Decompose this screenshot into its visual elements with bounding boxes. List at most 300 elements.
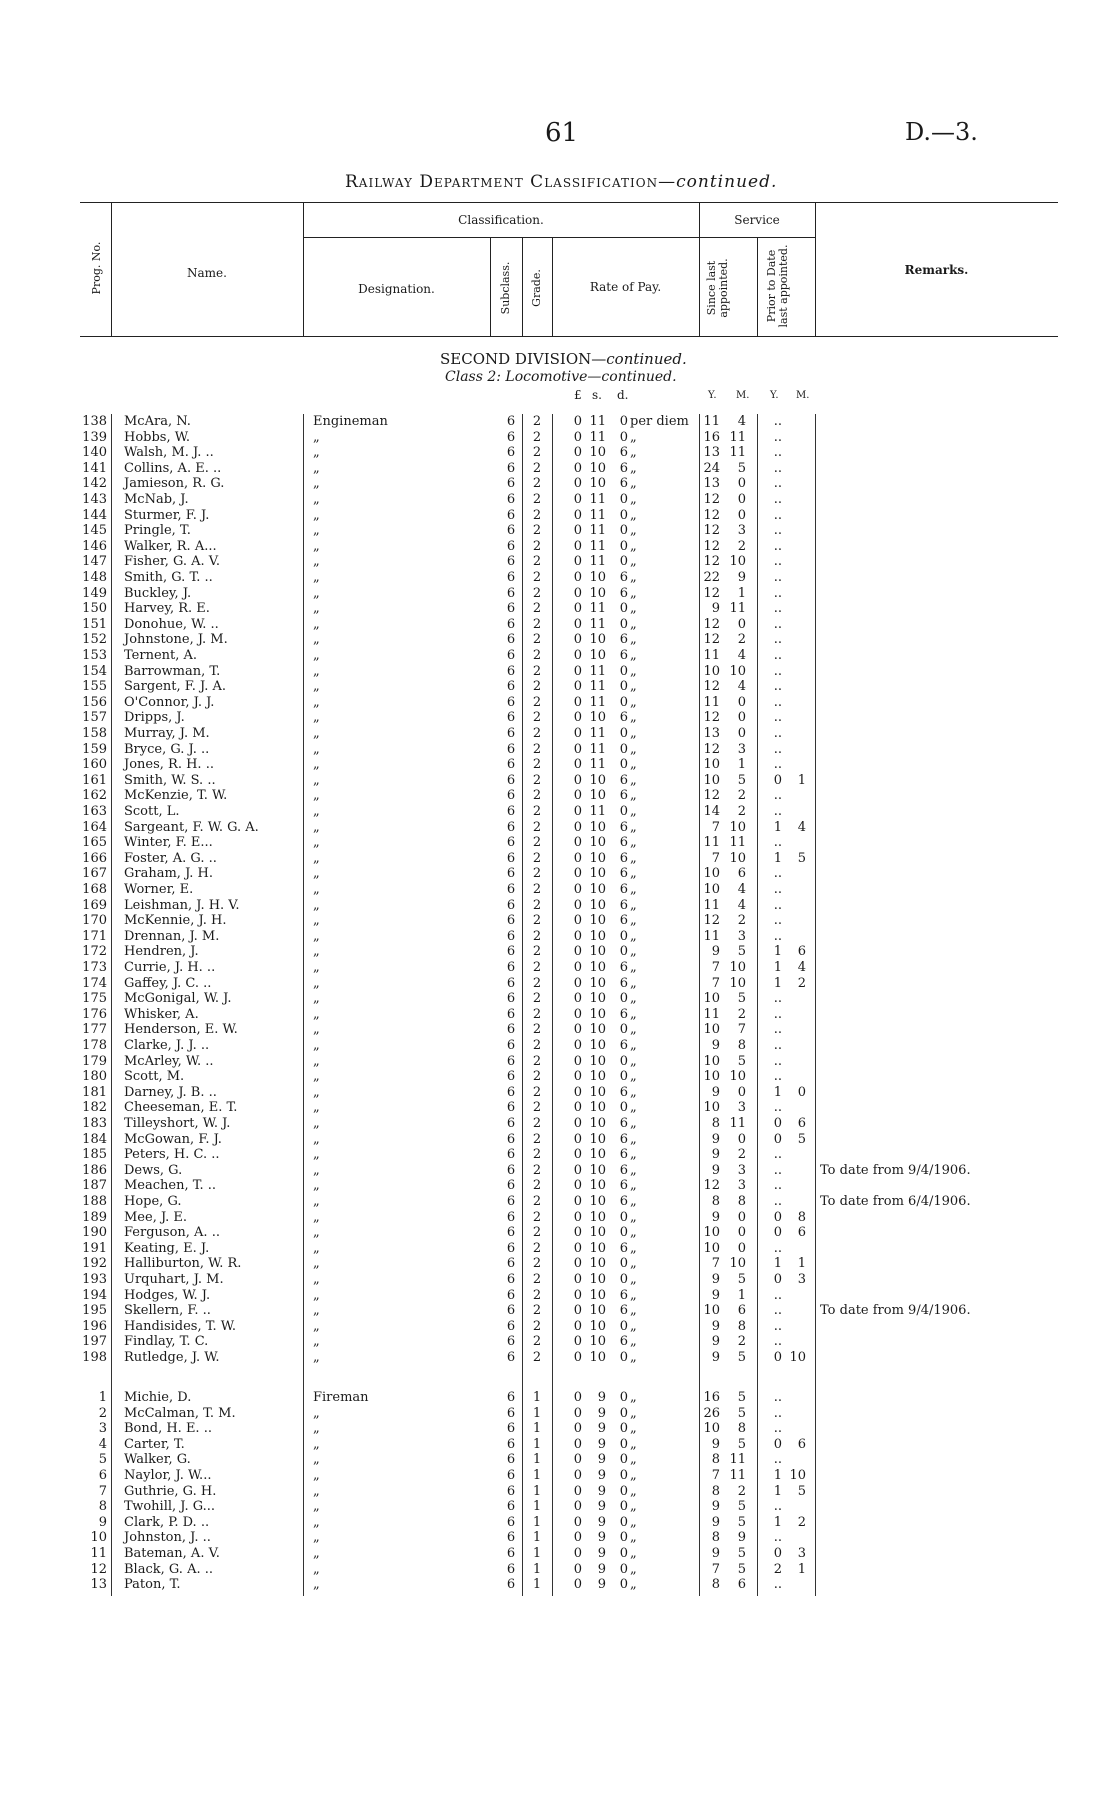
prog-no-cell: 185 [82,1147,107,1163]
prior-years-cell: .. [773,835,782,851]
designation-cell: „ [313,585,320,601]
grade-cell: 2 [532,1006,542,1022]
pay-pounds-cell: 0 [573,1405,582,1421]
table-row [0,1007,1114,1023]
name-cell: Keating, E. J. [124,1240,210,1256]
since-years-cell: 16 [703,429,720,445]
pay-per-cell: „ [630,679,637,695]
since-months-cell: 0 [737,507,746,523]
subclass-cell: 6 [506,1147,516,1163]
pay-per-cell: „ [630,897,637,913]
pay-per-cell: „ [630,866,637,882]
pay-shillings-cell: 10 [589,866,606,882]
since-years-cell: 11 [703,1006,720,1022]
pay-pence-cell: 6 [619,772,628,788]
grade-cell: 1 [532,1530,542,1546]
pay-shillings-cell: 11 [589,616,606,632]
table-row [0,601,1114,617]
pay-pounds-cell: 0 [573,1577,582,1593]
since-years-cell: 9 [711,1038,720,1053]
pay-pence-cell: 6 [619,1194,628,1209]
subclass-cell: 6 [506,1162,516,1178]
subclass-cell: 6 [506,1022,516,1038]
subclass-cell: 6 [506,1069,516,1085]
grade-cell: 2 [532,1147,542,1163]
prior-months-cell: 5 [797,1483,806,1499]
since-years-cell: 12 [703,913,720,929]
pay-pence-cell: 0 [619,414,628,429]
pay-shillings-cell: 11 [589,663,606,679]
name-cell: Rutledge, J. W. [124,1350,220,1365]
remarks-cell: To date from 9/4/1906. [820,1303,971,1319]
designation-cell: „ [313,835,320,851]
grade-cell: 2 [532,944,542,960]
since-months-cell: 11 [729,445,746,461]
prior-years-cell: .. [773,632,782,648]
subclass-cell: 6 [506,1318,516,1334]
name-cell: Halliburton, W. R. [124,1256,242,1272]
prior-years-cell: 0 [773,1225,782,1241]
subclass-cell: 6 [506,1514,516,1530]
since-months-cell: 0 [737,616,746,632]
pay-shillings-cell: 10 [589,1100,606,1116]
pay-per-cell: „ [630,710,637,726]
pay-per-cell: „ [630,1436,637,1452]
pay-pounds-cell: 0 [573,710,582,726]
pay-shillings-cell: 10 [589,632,606,648]
pay-pounds-cell: 0 [573,1084,582,1100]
pay-pence-cell: 0 [619,601,628,617]
pay-pence-cell: 6 [619,1240,628,1256]
header-grade: Grade. [530,269,543,307]
pay-pence-cell: 6 [619,476,628,492]
pay-pence-cell: 6 [619,882,628,897]
pay-pounds-cell: 0 [573,928,582,944]
since-years-cell: 12 [703,1178,720,1194]
since-years-cell: 11 [703,835,720,851]
pay-pence-cell: 0 [619,554,628,570]
since-months-cell: 5 [737,1499,746,1515]
pay-per-cell: „ [630,913,637,929]
subclass-cell: 6 [506,648,516,663]
pay-pence-cell: 6 [619,1162,628,1178]
name-cell: Barrowman, T. [124,663,221,679]
designation-cell: „ [313,1084,320,1100]
prog-no-cell: 138 [82,414,107,429]
title-main: Railway Department Classification— [345,172,677,192]
designation-cell: „ [313,648,320,663]
subclass-cell: 6 [506,1546,516,1561]
since-months-cell: 2 [737,913,746,929]
grade-cell: 1 [532,1436,542,1452]
name-cell: Clarke, J. J. .. [124,1038,210,1053]
since-years-cell: 16 [703,1390,720,1405]
designation-cell: „ [313,492,320,507]
pay-shillings-cell: 10 [589,1350,606,1365]
pay-shillings-cell: 10 [589,1022,606,1038]
prior-years-cell: .. [773,1530,782,1546]
designation-cell: „ [313,726,320,741]
name-cell: Jones, R. H. .. [124,757,214,773]
pay-shillings-cell: 9 [597,1514,606,1530]
pay-shillings-cell: 10 [589,1178,606,1194]
prog-no-cell: 161 [82,772,107,788]
since-years-cell: 12 [703,679,720,695]
pay-shillings-cell: 11 [589,414,606,429]
prior-years-cell: .. [773,882,782,897]
pay-pence-cell: 6 [619,1084,628,1100]
grade-cell: 2 [532,694,542,710]
since-years-cell: 12 [703,538,720,554]
prog-no-cell: 157 [82,710,107,726]
pay-pence-cell: 6 [619,819,628,835]
table-row [0,1350,1114,1366]
subclass-cell: 6 [506,507,516,523]
since-years-cell: 12 [703,710,720,726]
prior-years-cell: .. [773,538,782,554]
pay-shillings-cell: 10 [589,1053,606,1069]
name-cell: Currie, J. H. .. [124,960,216,975]
pay-shillings-cell: 11 [589,804,606,819]
pay-per-cell: „ [630,1006,637,1022]
pay-pence-cell: 6 [619,835,628,851]
prior-years-cell: .. [773,1038,782,1053]
since-months-cell: 9 [737,570,746,585]
grade-cell: 1 [532,1468,542,1483]
since-years-cell: 9 [711,1436,720,1452]
table-row [0,492,1114,508]
prog-no-cell: 181 [82,1084,107,1100]
pay-pounds-cell: 0 [573,1178,582,1194]
pay-pounds-cell: 0 [573,975,582,991]
since-months-cell: 5 [737,944,746,960]
designation-cell: „ [313,1334,320,1350]
pay-per-cell: „ [630,1499,637,1515]
pay-shillings-cell: 11 [589,538,606,554]
prior-years-cell: .. [773,476,782,492]
name-cell: Buckley, J. [124,585,192,601]
pay-pence-cell: 6 [619,1334,628,1350]
prior-years-cell: .. [773,1421,782,1437]
table-row [0,554,1114,570]
pay-per-cell: „ [630,975,637,991]
since-months-cell: 1 [737,585,746,601]
prog-no-cell: 2 [98,1405,107,1421]
since-months-cell: 4 [737,882,746,897]
pay-pounds-cell: 0 [573,601,582,617]
pay-shillings-cell: 10 [589,991,606,1007]
since-years-cell: 24 [703,460,720,476]
prog-no-cell: 163 [82,804,107,819]
pay-pounds-cell: 0 [573,726,582,741]
since-years-cell: 8 [711,1483,720,1499]
pay-shillings-cell: 9 [597,1390,606,1405]
pay-pence-cell: 6 [619,710,628,726]
pay-pence-cell: 0 [619,726,628,741]
since-months-cell: 5 [737,1053,746,1069]
pay-per-cell: „ [630,601,637,617]
name-cell: Murray, J. M. [124,726,210,741]
pay-pounds-cell: 0 [573,460,582,476]
subclass-cell: 6 [506,632,516,648]
subclass-cell: 6 [506,1350,516,1365]
grade-cell: 2 [532,414,542,429]
grade-cell: 1 [532,1546,542,1561]
pay-pounds-cell: 0 [573,991,582,1007]
pay-per-cell: „ [630,648,637,663]
since-months-cell: 10 [729,975,746,991]
prog-no-cell: 141 [82,460,107,476]
header-prior-to-date: Prior to Date last appointed. [765,244,790,328]
prior-years-cell: .. [773,601,782,617]
name-cell: Drennan, J. M. [124,928,220,944]
since-years-cell: 11 [703,414,720,429]
name-cell: McGonigal, W. J. [124,991,232,1007]
remarks-cell: To date from 9/4/1906. [820,1162,971,1178]
prog-no-cell: 171 [82,928,107,944]
pay-pounds-cell: 0 [573,492,582,507]
prior-months-cell: 0 [797,1084,806,1100]
since-months-cell: 8 [737,1038,746,1053]
designation-cell: „ [313,460,320,476]
since-months-cell: 3 [737,928,746,944]
subclass-cell: 6 [506,460,516,476]
table-row [0,1147,1114,1163]
pay-per-cell: „ [630,1561,637,1577]
pay-shillings-cell: 10 [589,913,606,929]
since-years-cell: 8 [711,1194,720,1209]
prog-no-cell: 3 [98,1421,107,1437]
grade-cell: 2 [532,835,542,851]
header-designation: Designation. [358,282,435,296]
prog-no-cell: 12 [90,1561,107,1577]
subclass-cell: 6 [506,585,516,601]
since-months-cell: 4 [737,648,746,663]
prog-no-cell: 10 [90,1530,107,1546]
pay-pounds-cell: 0 [573,694,582,710]
pay-shillings-cell: 10 [589,835,606,851]
table-row [0,710,1114,726]
table-row [0,1390,1114,1406]
name-cell: Skellern, F. .. [124,1303,211,1319]
subclass-cell: 6 [506,804,516,819]
pay-shillings-cell: 10 [589,1162,606,1178]
name-cell: Leishman, J. H. V. [124,897,240,913]
prior-years-cell: .. [773,679,782,695]
since-years-cell: 12 [703,616,720,632]
pay-pence-cell: 0 [619,1272,628,1287]
since-months-cell: 6 [737,1303,746,1319]
prior-years-cell: .. [773,1499,782,1515]
pay-pounds-cell: 0 [573,1022,582,1038]
name-cell: O'Connor, J. J. [124,694,215,710]
pay-shillings-cell: 10 [589,570,606,585]
pay-pence-cell: 0 [619,507,628,523]
designation-cell: Engineman [313,414,388,429]
since-months-cell: 2 [737,1006,746,1022]
designation-cell: „ [313,679,320,695]
prog-no-cell: 162 [82,788,107,804]
name-cell: Walker, R. A... [124,538,217,554]
subclass-cell: 6 [506,523,516,539]
name-cell: Bond, H. E. .. [124,1421,212,1437]
subclass-cell: 6 [506,1436,516,1452]
header-divider [490,237,491,336]
pay-per-cell: „ [630,1468,637,1483]
grade-cell: 2 [532,960,542,975]
prog-no-cell: 8 [98,1499,107,1515]
since-months-cell: 10 [729,850,746,866]
prog-no-cell: 174 [82,975,107,991]
header-service: Service [734,213,780,227]
pay-pounds-cell: 0 [573,1530,582,1546]
pay-pounds-cell: 0 [573,1131,582,1147]
subclass-cell: 6 [506,679,516,695]
pay-per-cell: „ [630,694,637,710]
designation-cell: „ [313,960,320,975]
grade-cell: 2 [532,1209,542,1225]
pay-shillings-cell: 11 [589,492,606,507]
pay-shillings-cell: 10 [589,1334,606,1350]
prior-years-cell: 0 [773,1272,782,1287]
name-cell: Fisher, G. A. V. [124,554,221,570]
designation-cell: „ [313,741,320,757]
prior-years-cell: .. [773,570,782,585]
since-months-cell: 5 [737,1405,746,1421]
designation-cell: „ [313,1452,320,1468]
name-cell: Donohue, W. .. [124,616,219,632]
table-row [0,695,1114,711]
grade-cell: 2 [532,757,542,773]
table-row [0,570,1114,586]
since-years-cell: 14 [703,804,720,819]
pay-pence-cell: 0 [619,1546,628,1561]
grade-cell: 2 [532,632,542,648]
prior-years-cell: 1 [773,1084,782,1100]
prior-years-cell: .. [773,804,782,819]
designation-cell: „ [313,1546,320,1561]
grade-cell: 2 [532,1225,542,1241]
name-cell: Worner, E. [124,882,194,897]
subclass-cell: 6 [506,819,516,835]
table-row [0,1562,1114,1578]
designation-cell: „ [313,554,320,570]
since-years-cell: 10 [703,1225,720,1241]
prog-no-cell: 156 [82,694,107,710]
pay-per-cell: „ [630,1577,637,1593]
since-years-cell: 13 [703,476,720,492]
pay-pounds-cell: 0 [573,1350,582,1365]
table-row [0,1022,1114,1038]
table-row [0,1210,1114,1226]
pay-shillings-cell: 11 [589,757,606,773]
table-row [0,1437,1114,1453]
since-years-cell: 12 [703,585,720,601]
grade-cell: 1 [532,1421,542,1437]
pay-pence-cell: 6 [619,960,628,975]
pay-shillings-cell: 10 [589,710,606,726]
grade-cell: 2 [532,507,542,523]
name-cell: Smith, G. T. .. [124,570,213,585]
pay-pence-cell: 0 [619,1499,628,1515]
since-months-cell: 2 [737,1334,746,1350]
since-months-cell: 3 [737,741,746,757]
since-months-cell: 2 [737,804,746,819]
since-months-cell: 11 [729,835,746,851]
pay-pence-cell: 6 [619,1116,628,1131]
since-years-cell: 9 [711,1162,720,1178]
designation-cell: „ [313,632,320,648]
grade-cell: 2 [532,819,542,835]
name-cell: Dripps, J. [124,710,185,726]
prog-no-cell: 154 [82,663,107,679]
grade-cell: 2 [532,445,542,461]
pay-pence-cell: 0 [619,679,628,695]
prior-months-cell: 2 [797,1514,806,1530]
since-months-cell: 5 [737,1514,746,1530]
designation-cell: „ [313,1421,320,1437]
prior-years-cell: .. [773,429,782,445]
subclass-cell: 6 [506,1038,516,1053]
since-months-cell: 10 [729,819,746,835]
since-months-cell: 10 [729,960,746,975]
pay-shillings-cell: 10 [589,1038,606,1053]
subclass-cell: 6 [506,897,516,913]
designation-cell: „ [313,1287,320,1303]
prior-months-cell: 5 [797,1131,806,1147]
table-row [0,898,1114,914]
prior-years-cell: 1 [773,1483,782,1499]
designation-cell: „ [313,788,320,804]
grade-cell: 2 [532,772,542,788]
since-years-cell: 7 [711,960,720,975]
pay-pounds-cell: 0 [573,1468,582,1483]
name-cell: Urquhart, J. M. [124,1272,224,1287]
grade-cell: 2 [532,679,542,695]
prog-no-cell: 7 [98,1483,107,1499]
pay-pence-cell: 0 [619,944,628,960]
prog-no-cell: 191 [82,1240,107,1256]
name-cell: Gaffey, J. C. .. [124,975,212,991]
pay-pence-cell: 0 [619,1350,628,1365]
pay-pence-cell: 0 [619,616,628,632]
pay-pounds-cell: 0 [573,1499,582,1515]
prog-no-cell: 149 [82,585,107,601]
pay-shillings-cell: 10 [589,975,606,991]
pay-pounds-cell: 0 [573,663,582,679]
pay-per-cell: „ [630,507,637,523]
name-cell: Harvey, R. E. [124,601,210,617]
pay-pounds-cell: 0 [573,538,582,554]
pay-shillings-cell: 11 [589,554,606,570]
grade-cell: 2 [532,1303,542,1319]
table-row [0,913,1114,929]
subclass-cell: 6 [506,1287,516,1303]
pay-pence-cell: 6 [619,975,628,991]
pay-pounds-cell: 0 [573,882,582,897]
pay-per-cell: „ [630,960,637,975]
table-row [0,445,1114,461]
prior-years-cell: 0 [773,1546,782,1561]
designation-cell: „ [313,1514,320,1530]
pay-pence-cell: 6 [619,632,628,648]
designation-cell: „ [313,476,320,492]
since-years-cell: 9 [711,1131,720,1147]
grade-cell: 2 [532,741,542,757]
prog-no-cell: 144 [82,507,107,523]
pay-per-cell: „ [630,788,637,804]
pay-pounds-cell: 0 [573,1209,582,1225]
